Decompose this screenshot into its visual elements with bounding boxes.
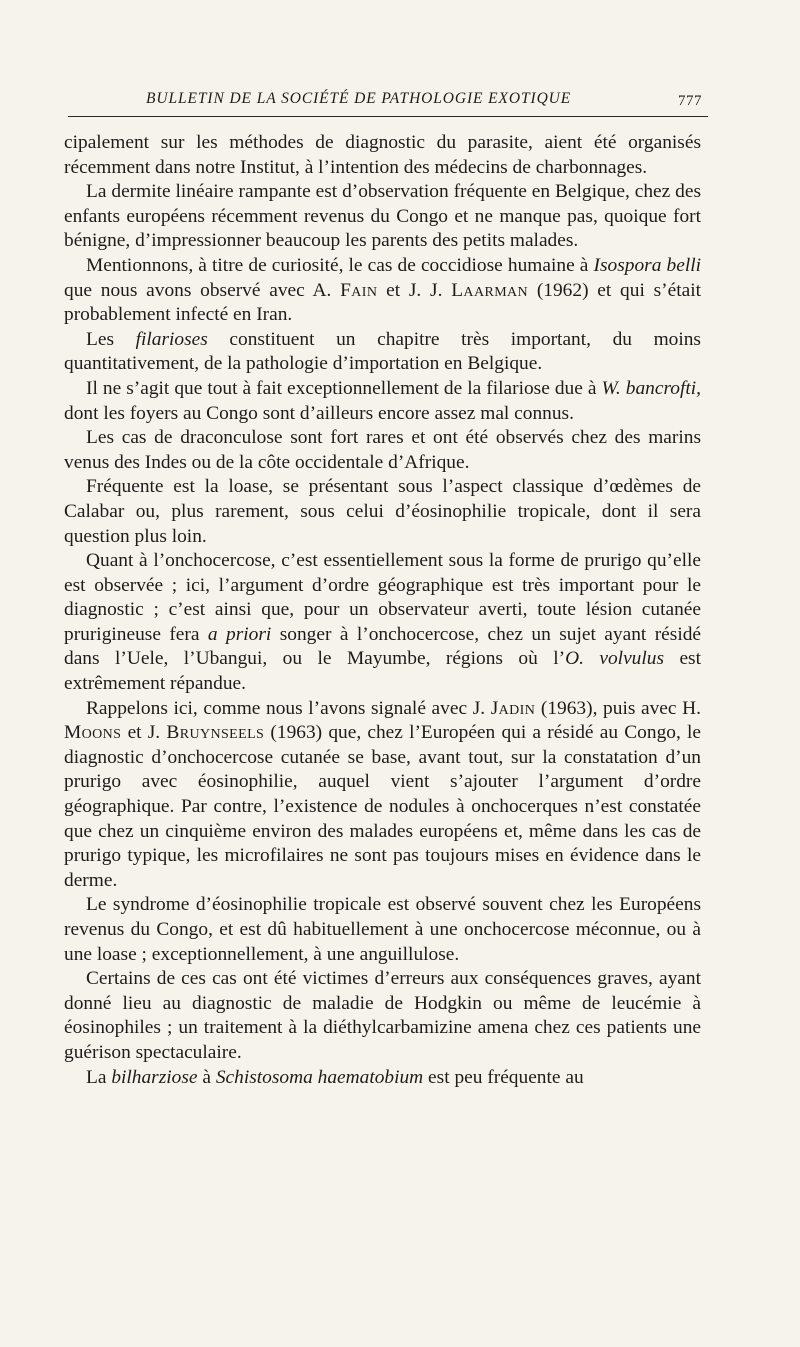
paragraph-coccidiose <box>64 254 701 328</box>
text-run: (1963) que, chez l’Européen qui a résidé au Congo, le diagnostic d’onchocercose cutanée se base, avant tout, sur la constatation d’un prurigo avec éosinophilie, auquel vient s’ajouter l’argument d’ordre géographique. Par contre, l’existence de nodules à onchocerques n’est constatée que chez un cinquième environ des malades européens et, même dans les cas de prurigo typique, les microfilaires ne sont pas toujours mises en évidence dans le derme. <box>64 722 702 891</box>
text-run: que nous avons observé avec A. <box>64 279 341 301</box>
text-run: (1963), puis avec H. <box>535 697 701 719</box>
author-name: Moons <box>64 722 122 744</box>
paragraph-continuation: cipalement sur les méthodes de diagnostic du parasite, aient été organisés récemment dans notre Institut, à l’intention des médecins de charbonnages. <box>64 132 701 178</box>
text-run: et J. J. <box>377 279 452 301</box>
page-number: 777 <box>678 93 702 109</box>
text-run: Mentionnons, à titre de curiosité, le cas de coccidiose humaine à <box>86 254 594 276</box>
author-name: Fain <box>340 279 378 301</box>
emphasis-term: filarioses <box>135 328 208 350</box>
text-run: Rappelons ici, comme nous l’avons signalé avec J. <box>86 697 491 719</box>
paragraph-eosinophilie: Le syndrome d’éosinophilie tropicale est observé souvent chez les Européens revenus du Congo, et est dû habituellement à une onchocercose méconnue, ou à une loase ; exceptionnellement, à une anguillulose. <box>64 894 701 965</box>
text-run: (1962) et qui s’était probablement infecté en Iran. <box>64 279 701 326</box>
paragraph-erreurs-diagnostic: Certains de ces cas ont été victimes d’erreurs aux conséquences graves, ayant donné lieu au diagnostic de maladie de Hodgkin ou même de leucémie à éosinophiles ; un traitement à la diéthylcarbamizine amena chez ces patients une guérison spectaculaire. <box>64 968 701 1063</box>
paragraph-diagnostic-onchocercose <box>64 697 701 894</box>
text-run: constituent un chapitre très important, du moins quantitativement, de la pathologie d’importation en Belgique. <box>64 328 701 375</box>
body-text <box>64 131 701 1090</box>
text-run: songer à l’onchocercose, chez un sujet ayant résidé dans l’Uele, l’Ubangui, ou le Mayumbe, régions où l’ <box>64 623 702 670</box>
paragraph-loase: Fréquente est la loase, se présentant sous l’aspect classique d’œdèmes de Calabar ou, plus rarement, sous celui d’éosinophilie tropicale, dont il sera question plus loin. <box>64 476 701 547</box>
paragraph-draconculose: Les cas de draconculose sont fort rares et ont été observés chez des marins venus des Indes ou de la côte occidentale d’Afrique. <box>64 427 701 473</box>
text-run: est extrêmement répandue. <box>64 648 701 695</box>
species-name: Schistosoma haematobium <box>215 1066 424 1088</box>
text-run: est peu fréquente au <box>423 1066 584 1088</box>
paragraph-bilharziose <box>64 1066 701 1091</box>
running-title: BULLETIN DE LA SOCIÉTÉ DE PATHOLOGIE EXOTIQUE <box>146 90 572 107</box>
text-run: Quant à l’onchocercose, c’est essentiellement sous la forme de prurigo qu’elle est observée ; ici, l’argument d’ordre géographique est très important pour le diagnostic ; c’est ainsi que, pour un observateur averti, toute lésion cutanée prurigineuse fera <box>64 550 701 645</box>
paragraph-dermite: La dermite linéaire rampante est d’observation fréquente en Belgique, chez des enfants européens récemment revenus du Congo et ne manque pas, quoique fort bénigne, d’impressionner beaucoup les parents des petits malades. <box>64 181 701 252</box>
emphasis-term: bilharziose <box>111 1066 198 1088</box>
author-name: Laarman <box>451 279 529 301</box>
text-run: Les <box>86 328 136 350</box>
paragraph-filarioses <box>64 328 701 377</box>
species-name: Isospora belli <box>593 254 701 276</box>
author-name: Bruynseels <box>166 722 265 744</box>
header-rule <box>68 116 708 117</box>
text-run: Il ne s’agit que tout à fait exceptionnellement de la filariose due à <box>86 377 602 399</box>
text-run: dont les foyers au Congo sont d’ailleurs encore assez mal connus. <box>64 402 574 424</box>
species-name: W. bancrofti, <box>601 377 701 399</box>
paragraph-filariose-bancrofti <box>64 377 701 426</box>
text-run: La <box>86 1066 112 1088</box>
text-run: à <box>197 1066 216 1088</box>
latin-phrase: a priori <box>207 623 272 645</box>
paragraph-onchocercose <box>64 549 701 697</box>
author-name: Jadin <box>490 697 536 719</box>
text-run: et J. <box>121 722 167 744</box>
species-name: O. volvulus <box>565 648 664 670</box>
